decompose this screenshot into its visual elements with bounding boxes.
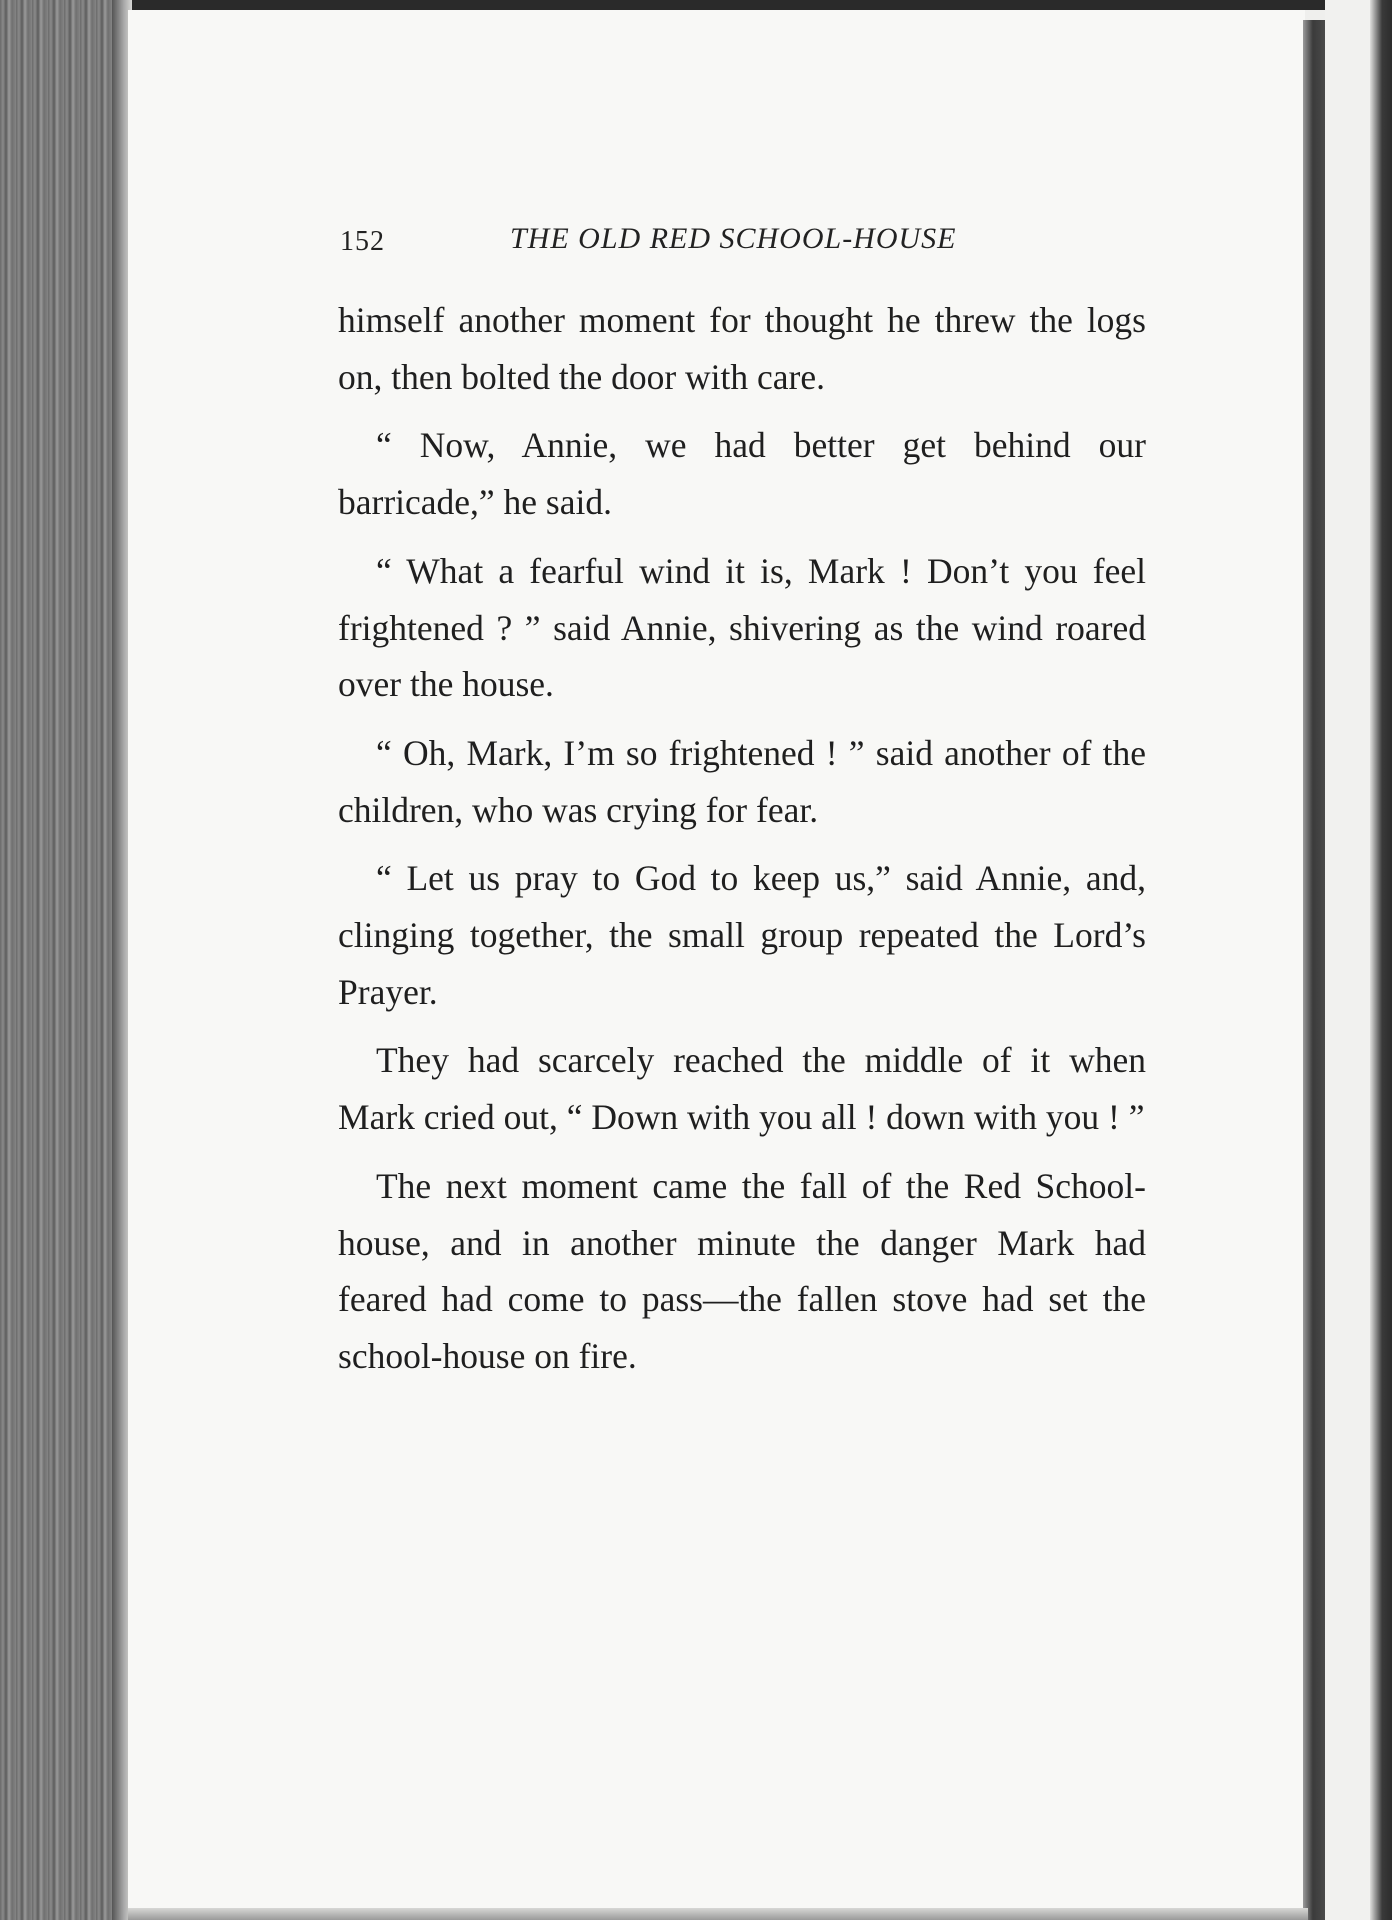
body-text — [338, 292, 1146, 1397]
running-head: THE OLD RED SCHOOL-HOUSE — [510, 222, 957, 255]
paragraph: “ Oh, Mark, I’m so frightened ! ” said another of the children, who was crying for fear. — [338, 732, 1146, 830]
paragraph: “ Now, Annie, we had better get behind our barricade,” he said. — [338, 425, 1146, 523]
paragraph: himself another moment for thought he threw the logs on, then bolted the door with care. — [338, 300, 1146, 397]
paragraph: The next moment came the fall of the Red School-house, and in another minute the danger Mark had feared had come to pass—the fallen stove had set the school-house on fire. — [338, 1165, 1146, 1376]
facing-page-edge — [1325, 0, 1392, 1920]
top-edge — [0, 0, 1392, 10]
facing-page-band — [1370, 0, 1392, 1920]
page-edge-right-shadow — [1303, 20, 1325, 1920]
page-number: 152 — [340, 226, 385, 257]
paragraph: “ What a fearful wind it is, Mark ! Don’t you feel frightened ? ” said Annie, shivering as the wind roared over the house. — [338, 550, 1146, 705]
page-bottom-edge — [128, 1908, 1308, 1920]
page-edges-left — [0, 0, 130, 1920]
page-header — [340, 222, 1000, 272]
paragraph: “ Let us pray to God to keep us,” said Annie, and, clinging together, the small group repeated the Lord’s Prayer. — [338, 858, 1146, 1012]
paragraph: They had scarcely reached the middle of it when Mark cried out, “ Down with you all ! down with you ! ” — [338, 1040, 1146, 1138]
